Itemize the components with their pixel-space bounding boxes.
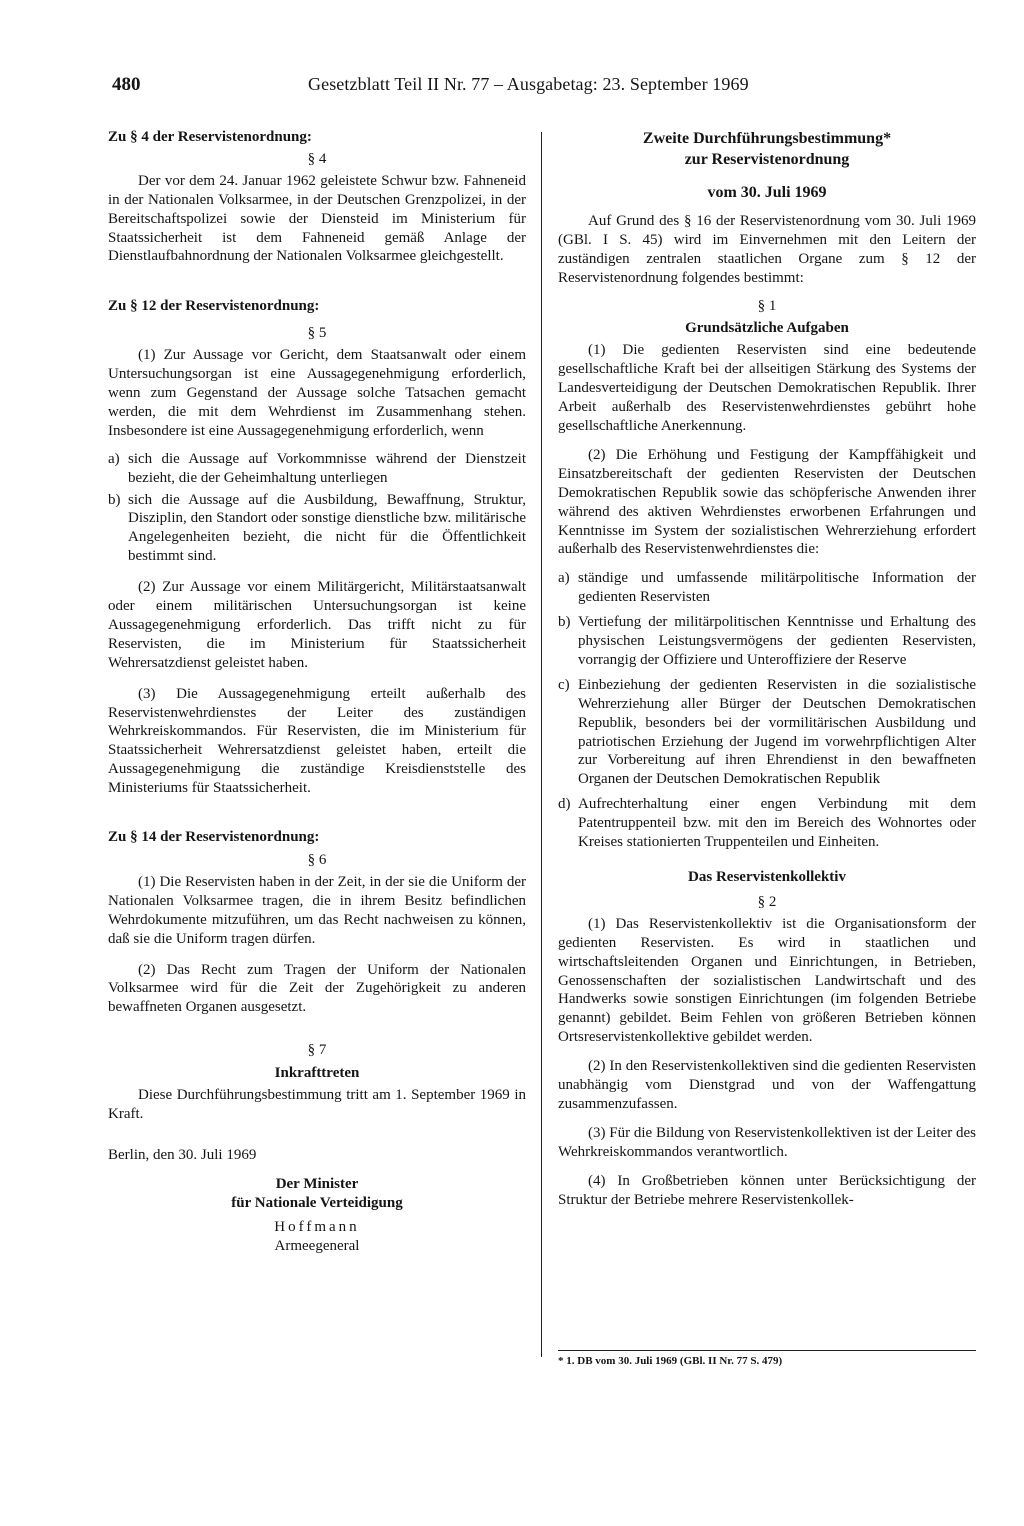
list-item (108, 491, 526, 567)
list-text: ständige und umfassende militärpolitische Information der gedienten Reservisten (578, 570, 976, 606)
list-label: a) (108, 450, 120, 467)
document-title: Zweite Durchführungsbestimmung* (642, 130, 892, 147)
document-subtitle: zur Reservistenordnung (684, 151, 850, 168)
list-text: sich die Aussage auf die Ausbildung, Bewaffnung, Struktur, Disziplin, den Standort oder sonstige dienstliche bzw. militärische Angelegenheiten bezieht, die nicht für die Öffentlichkeit bestimmt sind. (128, 491, 526, 565)
paragraph-number: § 4 (307, 150, 327, 167)
signature-rank: Armeegeneral (274, 1237, 360, 1254)
paragraph-title: Das Reservistenkollektiv (688, 869, 846, 885)
page-number: 480 (112, 74, 141, 95)
right-column (558, 128, 976, 1210)
section-heading: Zu § 4 der Reservistenordnung: (108, 129, 312, 145)
list-item (558, 795, 976, 852)
paragraph-title: Inkrafttreten (274, 1065, 360, 1082)
paragraph-text: (2) Das Recht zum Tragen der Uniform der Nationalen Volksarmee wird für die Zeit der Zugehörigkeit zu anderen bewaffneten Organen ausgesetzt. (108, 961, 526, 1016)
list-label: b) (108, 491, 121, 508)
list-label: d) (558, 796, 571, 813)
paragraph-number: § 2 (757, 893, 777, 910)
paragraph-text: (1) Die gedienten Reservisten sind eine bedeutende gesellschaftliche Kraft bei der allseitigen Stärkung des Systems der Landesverteidigung der Deutschen Demokratischen Republik. Ihrer Arbeit außerhalb des Reservistenwehrdienstes gebührt hohe gesellschaftliche Anerkennung. (558, 342, 976, 434)
list-item (108, 450, 526, 488)
list-item (558, 569, 976, 607)
paragraph-text: (2) In den Reservistenkollektiven sind die gedienten Reservisten unabhängig vom Dienstgrad und von der Waffengattung zusammenzufassen. (558, 1058, 976, 1112)
paragraph-text: (4) In Großbetrieben können unter Berücksichtigung der Struktur der Betriebe mehrere Reservistenkollek- (558, 1172, 976, 1208)
running-head: Gesetzblatt Teil II Nr. 77 – Ausgabetag: 23. September 1969 (308, 74, 749, 94)
list-label: b) (558, 614, 571, 631)
paragraph-text: (1) Zur Aussage vor Gericht, dem Staatsanwalt oder einem Untersuchungsorgan ist eine Aussagegenehmigung erforderlich, wenn zum Gegenstand der Aussage solche Tatsachen gemacht werden, die mit dem Wehrdienst im Zusammenhang stehen. Insbesondere ist eine Aussagegenehmigung erforderlich, wenn (108, 347, 526, 439)
paragraph-number: § 5 (307, 325, 327, 342)
signature-name: Hoffmann (274, 1218, 360, 1235)
list-text: Aufrechterhaltung einer engen Verbindung mit dem Patentruppenteil bzw. mit den im Bereich des Wohnortes oder Kreises stationierten Truppenteilen und Einheiten. (578, 796, 976, 851)
paragraph-text: (3) Die Aussagegenehmigung erteilt außerhalb des Reservistenwehrdienstes der Leiter des zuständigen Wehrkreiskommandos. Für Reservisten, die im Ministerium für Staatssicherheit Wehrersatzdienst geleistet haben, erteilt die Aussagegenehmigung die zuständige Kreisdienststelle des Ministeriums für Staatssicherheit. (108, 685, 526, 797)
list-label: c) (558, 676, 570, 693)
section-heading: Zu § 14 der Reservistenordnung: (108, 829, 320, 846)
paragraph-title: Grundsätzliche Aufgaben (685, 320, 849, 337)
paragraph-text: (3) Für die Bildung von Reservistenkollektiven ist der Leiter des Wehrkreiskommandos verantwortlich. (558, 1124, 976, 1160)
list-text: Vertiefung der militärpolitischen Kenntnisse und Erhaltung des physischen Leistungsvermögens der gedienten Reservisten, vorrangig der Offiziere und Unteroffiziere der Reserve (578, 614, 976, 668)
paragraph-number: § 7 (307, 1042, 327, 1059)
paragraph-text: (1) Die Reservisten haben in der Zeit, in der sie die Uniform der Nationalen Volksarmee tragen, die in ihrem Besitz befindlichen Wehrdokumente mitzuführen, um das Recht nachweisen zu können, daß sie die Uniform tragen dürfen. (108, 873, 526, 947)
page-header (112, 74, 980, 102)
list-item (558, 613, 976, 670)
paragraph-text: Der vor dem 24. Januar 1962 geleistete Schwur bzw. Fahneneid in der Nationalen Volksarmee, in der Deutschen Grenzpolizei, in der Bereitschaftspolizei sowie der Diensteid im Ministerium für Staatssicherheit ist dem Fahneneid gemäß Anlage der Dienstlaufbahnordnung der Nationalen Volksarmee gleichgestellt. (108, 172, 526, 265)
preamble-text: Auf Grund des § 16 der Reservistenordnung vom 30. Juli 1969 (GBl. I S. 45) wird im Einvernehmen mit den Leitern der zuständigen zentralen staatlichen Organe zum § 12 der Reservistenordnung folgendes bestimmt: (558, 212, 976, 286)
paragraph-text: (1) Das Reservistenkollektiv ist die Organisationsform der gedienten Reservisten. Es wird in staatlichen und wirtschaftsleitenden Organen und Einrichtungen, in Betrieben, Genossenschaften der sozialistischen Landwirtschaft und des Handwerks sowie sonstigen Einrichtungen (im folgenden Betriebe genannt) gebildet. Beim Fehlen von größeren Betrieben können Ortsreservistenkollektive gebildet werden. (558, 915, 976, 1046)
left-column (108, 128, 526, 1255)
paragraph-number: § 1 (757, 297, 777, 314)
column-divider (541, 132, 542, 1357)
paragraph-number: § 6 (307, 852, 327, 868)
list-text: Einbeziehung der gedienten Reservisten in die sozialistische Wehrerziehung aller Bürger der Deutschen Demokratischen Republik, besonders bei der vormilitärischen Ausbildung und patriotischen Erziehung der Jugend im vorwehrpflichtigen Alter zur Vorbereitung auf ihren Ehrendienst in den bewaffneten Organen der Deutschen Demokratischen Republik (578, 676, 976, 788)
footnote: * 1. DB vom 30. Juli 1969 (GBl. II Nr. 77 S. 479) (558, 1350, 976, 1367)
paragraph-text: Diese Durchführungsbestimmung tritt am 1. September 1969 in Kraft. (108, 1087, 526, 1122)
paragraph-text: (2) Zur Aussage vor einem Militärgericht, Militärstaatsanwalt oder einem militärischen Untersuchungsorgan ist keine Aussagegenehmigung erforderlich. Das trifft nicht zu für Reservisten, die im Ministerium für Staatssicherheit Wehrersatzdienst geleistet haben. (108, 579, 526, 671)
place-date: Berlin, den 30. Juli 1969 (108, 1146, 257, 1163)
paragraph-text: (2) Die Erhöhung und Festigung der Kampffähigkeit und Einsatzbereitschaft der gedienten Reservisten der Deutschen Demokratischen Republik sowie das schöpferische Anwenden ihrer während des aktiven Wehrdienstes erworbenen Erfahrungen und Kenntnisse im System der sozialistischen Wehrerziehung erfordert außerhalb des Reservistenwehrdienstes die: (558, 446, 976, 558)
list-text: sich die Aussage auf Vorkommnisse während der Dienstzeit bezieht, die der Geheimhaltung unterliegen (128, 450, 526, 486)
document-date: vom 30. Juli 1969 (707, 184, 827, 201)
signature-title: Der Minister (275, 1175, 359, 1192)
signature-title: für Nationale Verteidigung (231, 1194, 403, 1211)
section-heading: Zu § 12 der Reservistenordnung: (108, 298, 320, 315)
list-label: a) (558, 570, 570, 587)
list-item (558, 676, 976, 789)
